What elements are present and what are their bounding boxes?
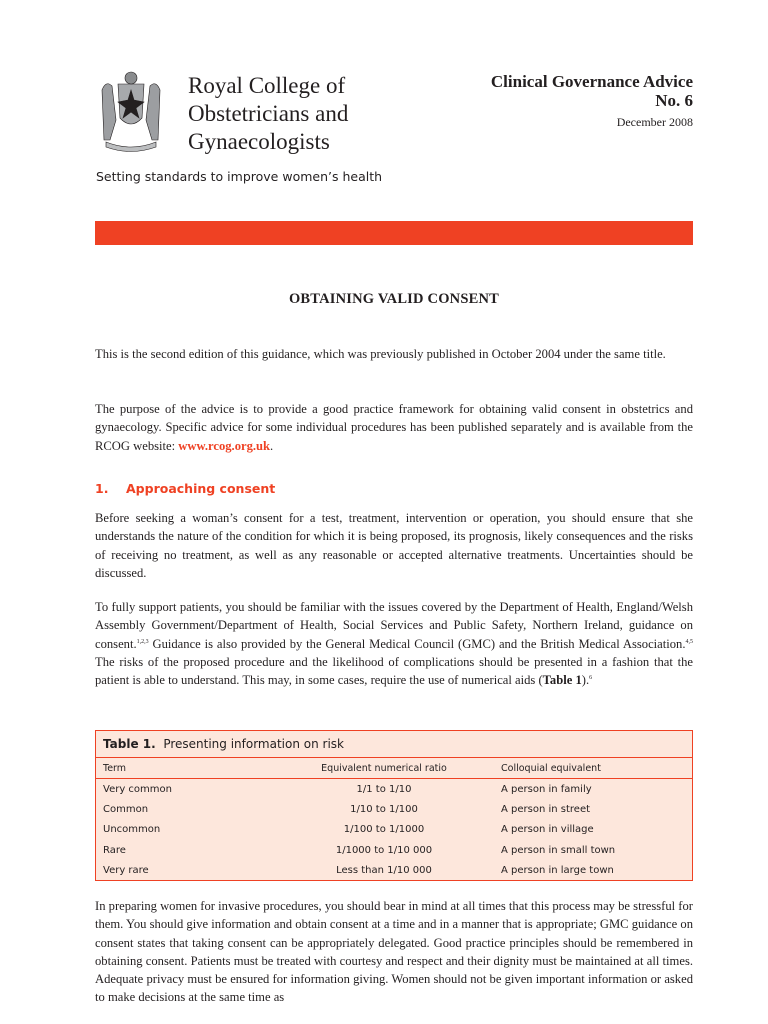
document-title: OBTAINING VALID CONSENT xyxy=(288,291,500,307)
cell-colloquial: A person in village xyxy=(501,824,594,836)
cell-colloquial: A person in large town xyxy=(501,864,614,876)
p4-text-b: Guidance is also provided by the General Medical Council (GMC) and the British Medical Association. xyxy=(148,636,686,651)
tagline: Setting standards to improve women’s health xyxy=(96,169,383,184)
organization-name xyxy=(188,72,348,156)
cell-ratio: 1/1000 to 1/10 000 xyxy=(335,844,433,856)
series-number: No. 6 xyxy=(655,91,693,110)
paragraph-before-seeking-consent: Before seeking a woman’s consent for a test, treatment, intervention or operation, you should ensure that she understands the nature of the condition for which it is being proposed, its prognosis, likely consequences and the risks of receiving no treatment, as well as any reasonable or accepted alternative treatments. Uncertainties should be discussed. xyxy=(95,511,693,580)
purpose-end: . xyxy=(270,438,274,453)
college-crest-logo xyxy=(96,70,166,152)
series-info xyxy=(491,72,693,130)
table-row xyxy=(96,840,692,860)
cell-term: Uncommon xyxy=(103,824,161,836)
section-title: Approaching consent xyxy=(126,481,276,496)
accent-bar xyxy=(95,221,693,245)
org-name-line-3: Gynaecologists xyxy=(188,129,330,154)
table-row xyxy=(96,860,692,880)
org-name-line-2: Obstetricians and xyxy=(188,101,349,126)
citation-superscript: 6 xyxy=(589,675,593,681)
citation-superscript: 1,2,3 xyxy=(136,638,149,645)
org-name-line-1: Royal College of xyxy=(188,73,346,98)
citation-superscript: 4,5 xyxy=(685,638,693,645)
table-label: Table 1. xyxy=(103,737,156,751)
section-heading-approaching-consent xyxy=(95,481,275,496)
cell-ratio: 1/10 to 1/100 xyxy=(350,803,418,815)
p4-text-c: The risks of the proposed procedure and the likelihood of complications should be presented in a fashion that the patient is able to understand. This may, in some cases, require the use of numerical aids ( xyxy=(95,654,693,688)
paragraph-purpose xyxy=(95,400,693,455)
table-reference: Table 1 xyxy=(542,673,582,688)
p4-text-d: ). xyxy=(581,673,590,688)
p4-text-a: To fully support patients, you should be familiar with the issues covered by the Department of Health, England/Welsh Assembly Government/Department of Health, Social Services and Public Safety, Northern Ireland, guidance on consent. xyxy=(95,600,693,651)
risk-table-grid xyxy=(96,758,692,880)
cell-term: Rare xyxy=(103,844,126,856)
section-number: 1. xyxy=(95,481,109,496)
cell-ratio: 1/1 to 1/10 xyxy=(356,783,412,795)
paragraph-support-patients xyxy=(95,598,693,689)
cell-ratio: Less than 1/10 000 xyxy=(336,864,432,876)
column-header-colloquial: Colloquial equivalent xyxy=(497,758,692,779)
table-row xyxy=(96,799,692,819)
table-header-row xyxy=(96,758,692,779)
cell-colloquial: A person in small town xyxy=(501,844,616,856)
cell-term: Very common xyxy=(103,783,172,795)
risk-table xyxy=(95,730,693,881)
cell-ratio: 1/100 to 1/1000 xyxy=(343,824,425,836)
cell-colloquial: A person in family xyxy=(501,783,592,795)
cell-term: Common xyxy=(103,803,149,815)
paragraph-edition-note: This is the second edition of this guidance, which was previously published in October 2004 under the same title. xyxy=(95,347,666,361)
table-row xyxy=(96,779,692,800)
cell-colloquial: A person in street xyxy=(501,803,591,815)
paragraph-preparing-women: In preparing women for invasive procedures, you should bear in mind at all times that this process may be stressful for them. You should give information and obtain consent at a time and in a manner that is appropriate; GMC guidance on consent states that taking consent can be appropriately delegated. Good practice principles should be remembered in obtaining consent. Patients must be treated with courtesy and respect and their dignity must be maintained at all times. Adequate privacy must be ensured for information giving. Women should not be given important information or asked to make decisions at the same time as xyxy=(95,899,693,1005)
rcog-website-link[interactable]: www.rcog.org.uk xyxy=(178,438,271,453)
table-title: Presenting information on risk xyxy=(163,737,345,751)
publication-date: December 2008 xyxy=(616,115,693,129)
column-header-term: Term xyxy=(96,758,271,779)
column-header-ratio: Equivalent numerical ratio xyxy=(271,758,497,779)
cell-term: Very rare xyxy=(103,864,149,876)
table-row xyxy=(96,820,692,840)
series-title: Clinical Governance Advice xyxy=(490,72,693,91)
purpose-text: The purpose of the advice is to provide a good practice framework for obtaining valid consent in obstetrics and gynaecology. Specific advice for some individual procedures has been published separately and is available from the RCOG website: xyxy=(95,402,693,453)
table-caption xyxy=(96,731,692,758)
